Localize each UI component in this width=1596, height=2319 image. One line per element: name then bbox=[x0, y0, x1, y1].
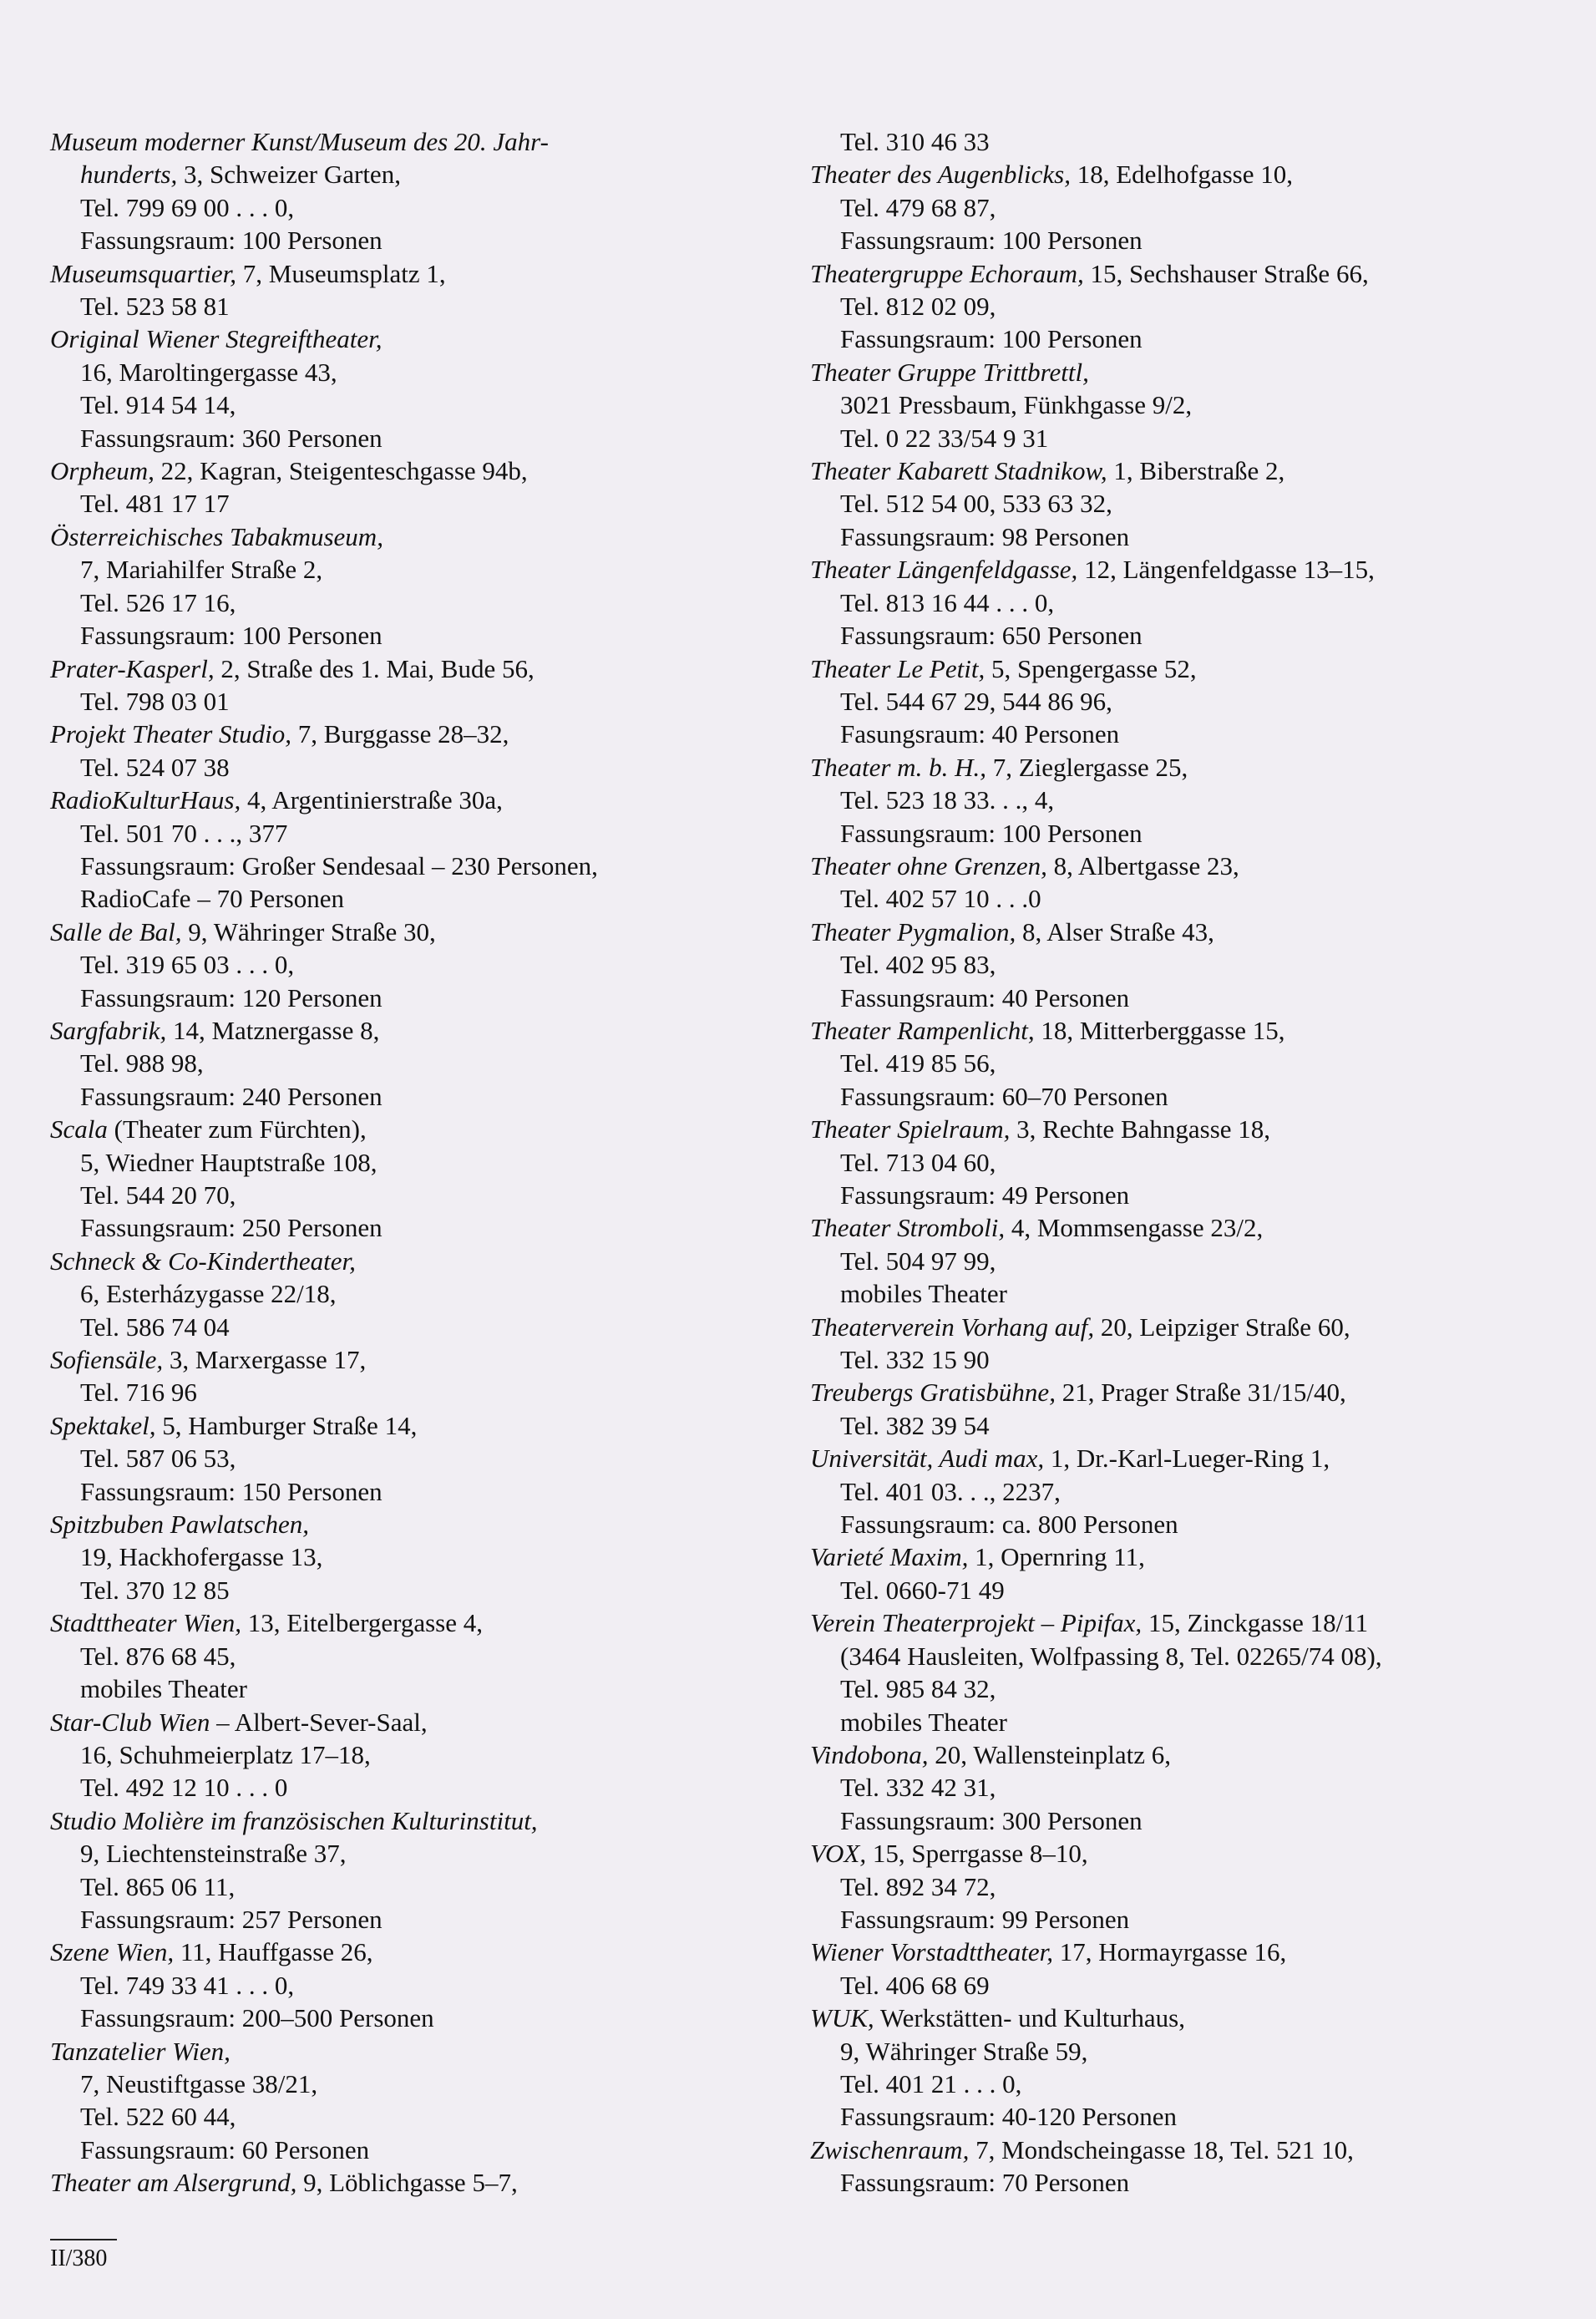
entry-name: VOX, bbox=[810, 1839, 867, 1869]
entry-title-line bbox=[50, 1014, 768, 1047]
entry-name: Spitzbuben Pawlatschen, bbox=[50, 1510, 309, 1540]
entry-detail-line bbox=[50, 388, 768, 421]
entry-text: Tel. 892 34 72, bbox=[840, 1871, 996, 1901]
entry-name: Theater m. b. H., bbox=[810, 752, 986, 782]
entry-text: 7, Neustiftgasse 38/21, bbox=[80, 2068, 318, 2098]
entry-detail-line bbox=[810, 1179, 1528, 1211]
entry-text: 11, Hauffgasse 26, bbox=[174, 1937, 373, 1967]
entry-title-line bbox=[50, 1804, 768, 1837]
entry-text: Tel. 914 54 14, bbox=[80, 390, 236, 420]
entry-text: Tel. 523 18 33. . ., 4, bbox=[840, 785, 1055, 815]
entry-text: 18, Edelhofgasse 10, bbox=[1070, 160, 1293, 190]
entry-detail-line bbox=[810, 2035, 1528, 2068]
entry-text: Tel. 402 95 83, bbox=[840, 950, 996, 980]
entry-text: Fassungsraum: 250 Personen bbox=[80, 1213, 383, 1243]
entry-detail-line bbox=[50, 2100, 768, 2133]
entry-name: Studio Molière im französischen Kulturinstitut, bbox=[50, 1805, 538, 1835]
entry-text: 3, Schweizer Garten, bbox=[177, 160, 401, 190]
entry-name: Universität, Audi max, bbox=[810, 1444, 1045, 1474]
entry-text: Tel. 523 58 81 bbox=[80, 292, 230, 322]
entry-name: Varieté Maxim, bbox=[810, 1542, 969, 1572]
entry-text: 22, Kagran, Steigenteschgasse 94b, bbox=[154, 456, 528, 486]
entry-detail-line bbox=[810, 224, 1528, 256]
entry-text: Tel. 713 04 60, bbox=[840, 1147, 996, 1177]
entry-detail-line bbox=[50, 290, 768, 322]
entry-detail-line bbox=[50, 1672, 768, 1705]
entry-title-line bbox=[810, 2002, 1528, 2034]
entry-name: Theaterverein Vorhang auf, bbox=[810, 1312, 1095, 1342]
entry-text: Tel. 985 84 32, bbox=[840, 1674, 996, 1704]
entry-text: 7, Zieglergasse 25, bbox=[985, 752, 1188, 782]
entry-title-line bbox=[810, 1442, 1528, 1474]
entry-title-line bbox=[810, 454, 1528, 487]
entry-detail-line bbox=[810, 586, 1528, 619]
entry-text: 2, Straße des 1. Mai, Bude 56, bbox=[214, 653, 535, 683]
entry-text: 4, Mommsengasse 23/2, bbox=[1005, 1213, 1264, 1243]
entry-text: Tel. 812 02 09, bbox=[840, 292, 996, 322]
entry-text: Werkstätten- und Kulturhaus, bbox=[874, 2003, 1185, 2033]
entry-text: Tel. 402 57 10 . . .0 bbox=[840, 884, 1041, 914]
entry-text: Tel. 319 65 03 . . . 0, bbox=[80, 950, 295, 980]
entry-title-line bbox=[810, 257, 1528, 290]
entry-title-line bbox=[50, 1936, 768, 1968]
entry-name: Theater Rampenlicht, bbox=[810, 1015, 1035, 1045]
entry-text: Tel. 876 68 45, bbox=[80, 1641, 236, 1671]
entry-title-line bbox=[50, 257, 768, 290]
entry-name: Theatergruppe Echoraum, bbox=[810, 258, 1084, 288]
entry-detail-line bbox=[810, 520, 1528, 553]
entry-text: Fassungsraum: 360 Personen bbox=[80, 423, 383, 453]
entry-text: Fassungsraum: 49 Personen bbox=[840, 1180, 1130, 1210]
entry-text: Tel. 481 17 17 bbox=[80, 489, 230, 519]
entry-title-line bbox=[810, 1738, 1528, 1771]
entry-name: Scala bbox=[50, 1114, 108, 1144]
entry-detail-line bbox=[50, 1442, 768, 1474]
entry-text: Tel. 501 70 . . ., 377 bbox=[80, 818, 288, 848]
entry-detail-line bbox=[810, 1903, 1528, 1936]
entry-text: 20, Wallensteinplatz 6, bbox=[928, 1739, 1172, 1769]
entry-text: 3021 Pressbaum, Fünkhgasse 9/2, bbox=[840, 390, 1193, 420]
entry-text: 7, Mondscheingasse 18, Tel. 521 10, bbox=[969, 2134, 1354, 2164]
entry-text: 9, Liechtensteinstraße 37, bbox=[80, 1839, 347, 1869]
entry-text: Fassungsraum: 100 Personen bbox=[840, 226, 1143, 256]
entry-detail-line bbox=[50, 685, 768, 718]
entry-title-line bbox=[50, 322, 768, 355]
entry-detail-line bbox=[810, 290, 1528, 322]
entry-text: Fassungsraum: 40-120 Personen bbox=[840, 2102, 1177, 2132]
entry-name: Spektakel, bbox=[50, 1410, 156, 1440]
entry-title-line bbox=[810, 1014, 1528, 1047]
entry-text: 12, Längenfeldgasse 13–15, bbox=[1077, 555, 1375, 585]
entry-title-line bbox=[810, 751, 1528, 784]
entry-detail-line bbox=[810, 1804, 1528, 1837]
entry-text: 13, Eitelbergergasse 4, bbox=[241, 1608, 484, 1638]
entry-detail-line bbox=[50, 1870, 768, 1903]
entry-detail-line bbox=[50, 1640, 768, 1672]
page-number: II/380 bbox=[50, 2245, 108, 2271]
entry-detail-line bbox=[50, 1179, 768, 1211]
entry-text: Fassungsraum: 40 Personen bbox=[840, 982, 1130, 1012]
entry-detail-line bbox=[50, 422, 768, 454]
left-column bbox=[50, 125, 768, 2200]
entry-text: 15, Sperrgasse 8–10, bbox=[866, 1839, 1088, 1869]
entry-detail-line bbox=[810, 882, 1528, 915]
entry-detail-line bbox=[50, 1311, 768, 1343]
entry-text: Fassungsraum: 100 Personen bbox=[840, 818, 1143, 848]
entry-detail-line bbox=[810, 125, 1528, 158]
entry-detail-line bbox=[810, 2166, 1528, 2199]
entry-detail-line bbox=[50, 487, 768, 520]
entry-text: 20, Leipziger Straße 60, bbox=[1094, 1312, 1350, 1342]
entry-detail-line bbox=[50, 1903, 768, 1936]
entry-title-line bbox=[50, 1343, 768, 1376]
entry-title-line bbox=[50, 784, 768, 816]
entry-text: Fassungsraum: 100 Personen bbox=[80, 621, 383, 651]
entry-detail-line bbox=[810, 948, 1528, 981]
entry-text: mobiles Theater bbox=[840, 1279, 1008, 1309]
entry-text: Tel. 382 39 54 bbox=[840, 1410, 990, 1440]
entry-text: 7, Mariahilfer Straße 2, bbox=[80, 555, 323, 585]
entry-name: Projekt Theater Studio, bbox=[50, 719, 292, 749]
entry-detail-line bbox=[810, 1409, 1528, 1442]
entry-title-line bbox=[50, 718, 768, 750]
entry-text: Tel. 310 46 33 bbox=[840, 127, 990, 156]
entry-text: Tel. 522 60 44, bbox=[80, 2102, 236, 2132]
entry-text: Tel. 716 96 bbox=[80, 1378, 197, 1408]
entry-name: Prater-Kasperl, bbox=[50, 653, 215, 683]
entry-detail-line bbox=[810, 817, 1528, 850]
entry-title-line bbox=[50, 1606, 768, 1639]
entry-text: Fassungsraum: 100 Personen bbox=[840, 324, 1143, 354]
entry-detail-line bbox=[50, 1540, 768, 1573]
entry-title-line bbox=[50, 916, 768, 948]
entry-name: Theater Gruppe Trittbrettl, bbox=[810, 357, 1089, 387]
entry-name: hunderts, bbox=[80, 160, 178, 190]
entry-name: Star-Club Wien bbox=[50, 1707, 210, 1737]
entry-detail-line bbox=[810, 1640, 1528, 1672]
entry-title-line bbox=[50, 1409, 768, 1442]
entry-text: Fassungsraum: ca. 800 Personen bbox=[840, 1510, 1178, 1540]
entry-text: Tel. 504 97 99, bbox=[840, 1246, 996, 1276]
entry-name: Tanzatelier Wien, bbox=[50, 2036, 231, 2066]
entry-detail-line bbox=[810, 1706, 1528, 1738]
entry-detail-line bbox=[810, 1245, 1528, 1277]
entry-name: Museumsquartier, bbox=[50, 258, 237, 288]
entry-text: Fassungsraum: 60 Personen bbox=[80, 2134, 370, 2164]
entry-title-line bbox=[810, 916, 1528, 948]
entry-detail-line bbox=[810, 1870, 1528, 1903]
entry-text: RadioCafe – 70 Personen bbox=[80, 884, 344, 914]
entry-text: Fassungsraum: 300 Personen bbox=[840, 1805, 1143, 1835]
entry-name: Theater Le Petit, bbox=[810, 653, 985, 683]
entry-text: 6, Esterházygasse 22/18, bbox=[80, 1279, 337, 1309]
entry-detail-line bbox=[50, 2134, 768, 2166]
entry-detail-line bbox=[810, 1672, 1528, 1705]
right-column bbox=[810, 125, 1528, 2200]
entry-detail-line bbox=[50, 948, 768, 981]
entry-text: 1, Biberstraße 2, bbox=[1107, 456, 1285, 486]
entry-name: Schneck & Co-Kindertheater, bbox=[50, 1246, 356, 1276]
entry-name: Treubergs Gratisbühne, bbox=[810, 1378, 1056, 1408]
entry-detail-line bbox=[810, 2100, 1528, 2133]
entry-text: 16, Schuhmeierplatz 17–18, bbox=[80, 1739, 371, 1769]
entry-name: Wiener Vorstadttheater, bbox=[810, 1937, 1054, 1967]
entry-detail-line bbox=[810, 1277, 1528, 1310]
entry-text: Fassungsraum: 150 Personen bbox=[80, 1476, 383, 1506]
entry-text: 16, Maroltingergasse 43, bbox=[80, 357, 337, 387]
entry-text: 15, Sechshauser Straße 66, bbox=[1083, 258, 1369, 288]
entry-detail-line bbox=[810, 322, 1528, 355]
entry-text: Tel. 544 20 70, bbox=[80, 1180, 236, 1210]
entry-detail-line bbox=[50, 1475, 768, 1508]
entry-name: Theater am Alsergrund, bbox=[50, 2168, 297, 2198]
entry-name: Theater Stromboli, bbox=[810, 1213, 1006, 1243]
entry-detail-line bbox=[810, 1146, 1528, 1179]
entry-text: Tel. 524 07 38 bbox=[80, 752, 230, 782]
entry-title-line bbox=[810, 1376, 1528, 1408]
entry-text: Tel. 419 85 56, bbox=[840, 1048, 996, 1078]
entry-detail-line bbox=[50, 586, 768, 619]
entry-detail-line bbox=[810, 1771, 1528, 1804]
entry-text: 3, Marxergasse 17, bbox=[163, 1345, 367, 1375]
entry-text: Tel. 526 17 16, bbox=[80, 587, 236, 617]
entry-text: Tel. 406 68 69 bbox=[840, 1970, 990, 2000]
entry-text: Fassungsraum: 100 Personen bbox=[80, 226, 383, 256]
entry-title-line bbox=[50, 125, 768, 158]
entry-detail-line bbox=[810, 1969, 1528, 2002]
entry-name: Orpheum, bbox=[50, 456, 155, 486]
entry-text: 1, Dr.-Karl-Lueger-Ring 1, bbox=[1044, 1444, 1330, 1474]
entry-text: 18, Mitterberggasse 15, bbox=[1034, 1015, 1285, 1045]
entry-text: Tel. 586 74 04 bbox=[80, 1312, 230, 1342]
entry-name: Österreichisches Tabakmuseum, bbox=[50, 521, 383, 551]
entry-text: Tel. 798 03 01 bbox=[80, 686, 230, 716]
entry-detail-line bbox=[50, 882, 768, 915]
entry-text: Tel. 479 68 87, bbox=[840, 192, 996, 222]
entry-title-line bbox=[50, 1113, 768, 1145]
entry-text: 5, Spengergasse 52, bbox=[985, 653, 1197, 683]
entry-detail-line bbox=[810, 388, 1528, 421]
footer-rule bbox=[50, 2239, 117, 2240]
entry-detail-line bbox=[810, 982, 1528, 1014]
entry-title-line bbox=[810, 652, 1528, 685]
entry-name: Theater Längenfeldgasse, bbox=[810, 555, 1078, 585]
entry-text: (Theater zum Fürchten), bbox=[107, 1114, 367, 1144]
entry-text: Fassungsraum: 70 Personen bbox=[840, 2168, 1130, 2198]
entry-text: Tel. 587 06 53, bbox=[80, 1444, 236, 1474]
entry-detail-line bbox=[50, 1771, 768, 1804]
entry-text: Fassungsraum: 240 Personen bbox=[80, 1081, 383, 1111]
entry-name: Theater des Augenblicks, bbox=[810, 160, 1071, 190]
entry-name: Verein Theaterprojekt – Pipifax, bbox=[810, 1608, 1143, 1638]
entry-text: Fassungsraum: 60–70 Personen bbox=[840, 1081, 1168, 1111]
entry-text: Fassungsraum: 99 Personen bbox=[840, 1904, 1130, 1934]
entry-detail-line bbox=[50, 2002, 768, 2034]
entry-text: 5, Hamburger Straße 14, bbox=[155, 1410, 418, 1440]
entry-title-line bbox=[50, 1508, 768, 1540]
entry-detail-line bbox=[50, 1080, 768, 1113]
entry-text: Tel. 865 06 11, bbox=[80, 1871, 236, 1901]
entry-name: Theater Spielraum, bbox=[810, 1114, 1011, 1144]
entry-text: Fassungsraum: 120 Personen bbox=[80, 982, 383, 1012]
entry-text: Tel. 401 21 . . . 0, bbox=[840, 2068, 1022, 2098]
entry-text: mobiles Theater bbox=[840, 1707, 1008, 1737]
entry-text: 1, Opernring 11, bbox=[968, 1542, 1145, 1572]
entry-name: Szene Wien, bbox=[50, 1937, 175, 1967]
entry-detail-line bbox=[810, 2068, 1528, 2100]
entry-detail-line bbox=[50, 619, 768, 652]
entry-detail-line bbox=[810, 685, 1528, 718]
entry-detail-line bbox=[50, 982, 768, 1014]
entry-text: Tel. 401 03. . ., 2237, bbox=[840, 1476, 1061, 1506]
entry-title-line bbox=[810, 158, 1528, 190]
entry-text: 9, Währinger Straße 59, bbox=[840, 2036, 1088, 2066]
entry-text: Tel. 370 12 85 bbox=[80, 1575, 230, 1605]
entry-text: Tel. 799 69 00 . . . 0, bbox=[80, 192, 295, 222]
entry-name: Stadttheater Wien, bbox=[50, 1608, 242, 1638]
entry-title-line bbox=[50, 158, 768, 190]
entry-detail-line bbox=[810, 1475, 1528, 1508]
entry-text: Fasungsraum: 40 Personen bbox=[840, 719, 1120, 749]
entry-text: Tel. 813 16 44 . . . 0, bbox=[840, 587, 1055, 617]
entry-name: WUK, bbox=[810, 2003, 874, 2033]
entry-title-line bbox=[50, 1245, 768, 1277]
entry-detail-line bbox=[50, 1574, 768, 1606]
entry-detail-line bbox=[50, 224, 768, 256]
entry-text: 17, Hormayrgasse 16, bbox=[1053, 1937, 1287, 1967]
entry-detail-line bbox=[50, 1146, 768, 1179]
entry-text: Tel. 544 67 29, 544 86 96, bbox=[840, 686, 1112, 716]
entry-text: Fassungsraum: 98 Personen bbox=[840, 521, 1130, 551]
entry-title-line bbox=[50, 520, 768, 553]
entry-text: Tel. 332 15 90 bbox=[840, 1345, 990, 1375]
entry-title-line bbox=[810, 1113, 1528, 1145]
entry-text: Fassungsraum: 257 Personen bbox=[80, 1904, 383, 1934]
entry-text: Tel. 332 42 31, bbox=[840, 1773, 996, 1803]
entry-name: Theater Pygmalion, bbox=[810, 916, 1016, 946]
entry-detail-line bbox=[810, 784, 1528, 816]
entry-text: Tel. 0 22 33/54 9 31 bbox=[840, 423, 1049, 453]
entry-title-line bbox=[810, 1211, 1528, 1244]
entry-text: Fassungsraum: Großer Sendesaal – 230 Personen, bbox=[80, 850, 598, 880]
entry-name: Salle de Bal, bbox=[50, 916, 182, 946]
entry-text: 9, Währinger Straße 30, bbox=[181, 916, 436, 946]
entry-name: Theater ohne Grenzen, bbox=[810, 850, 1047, 880]
entry-detail-line bbox=[810, 422, 1528, 454]
entry-title-line bbox=[810, 2134, 1528, 2166]
entry-text: Fassungsraum: 650 Personen bbox=[840, 621, 1143, 651]
entry-text: 19, Hackhofergasse 13, bbox=[80, 1542, 323, 1572]
entry-name: Theater Kabarett Stadnikow, bbox=[810, 456, 1107, 486]
entry-text: – Albert-Sever-Saal, bbox=[210, 1707, 428, 1737]
entry-detail-line bbox=[50, 1047, 768, 1079]
entry-detail-line bbox=[50, 1837, 768, 1870]
entry-detail-line bbox=[810, 1574, 1528, 1606]
entry-name: Sargfabrik, bbox=[50, 1015, 167, 1045]
entry-title-line bbox=[50, 2166, 768, 2199]
entry-text: Tel. 492 12 10 . . . 0 bbox=[80, 1773, 288, 1803]
entry-detail-line bbox=[50, 1738, 768, 1771]
entry-title-line bbox=[50, 652, 768, 685]
entry-title-line bbox=[810, 1606, 1528, 1639]
entry-text: 5, Wiedner Hauptstraße 108, bbox=[80, 1147, 377, 1177]
entry-detail-line bbox=[50, 191, 768, 224]
entry-detail-line bbox=[50, 850, 768, 882]
entry-detail-line bbox=[810, 1343, 1528, 1376]
entry-detail-line bbox=[50, 356, 768, 388]
entry-text: mobiles Theater bbox=[80, 1674, 248, 1704]
entry-text: Tel. 512 54 00, 533 63 32, bbox=[840, 489, 1112, 519]
entry-detail-line bbox=[50, 1969, 768, 2002]
entry-detail-line bbox=[50, 2068, 768, 2100]
entry-text: Fassungsraum: 200–500 Personen bbox=[80, 2003, 434, 2033]
entry-title-line bbox=[50, 2035, 768, 2068]
entry-title-line bbox=[810, 1936, 1528, 1968]
entry-text: 15, Zinckgasse 18/11 bbox=[1142, 1608, 1369, 1638]
entry-text: 7, Museumsplatz 1, bbox=[236, 258, 446, 288]
entry-title-line bbox=[810, 850, 1528, 882]
entry-text: 7, Burggasse 28–32, bbox=[291, 719, 509, 749]
entry-detail-line bbox=[810, 1508, 1528, 1540]
entry-name: Sofiensäle, bbox=[50, 1345, 164, 1375]
entry-detail-line bbox=[50, 751, 768, 784]
entry-detail-line bbox=[50, 1277, 768, 1310]
entry-text: 14, Matznergasse 8, bbox=[166, 1015, 380, 1045]
entry-detail-line bbox=[810, 1047, 1528, 1079]
entry-text: 3, Rechte Bahngasse 18, bbox=[1010, 1114, 1271, 1144]
entry-detail-line bbox=[810, 487, 1528, 520]
entry-name: Original Wiener Stegreiftheater, bbox=[50, 324, 383, 354]
entry-title-line bbox=[810, 1311, 1528, 1343]
entry-title-line bbox=[50, 1706, 768, 1738]
entry-detail-line bbox=[50, 1376, 768, 1408]
entry-detail-line bbox=[810, 619, 1528, 652]
entry-text: 21, Prager Straße 31/15/40, bbox=[1055, 1378, 1346, 1408]
entry-name: Museum moderner Kunst/Museum des 20. Jahr- bbox=[50, 127, 549, 156]
entry-detail-line bbox=[810, 718, 1528, 750]
entry-name: Zwischenraum, bbox=[810, 2134, 970, 2164]
entry-text: Tel. 749 33 41 . . . 0, bbox=[80, 1970, 295, 2000]
entry-detail-line bbox=[810, 191, 1528, 224]
entry-text: (3464 Hausleiten, Wolfpassing 8, Tel. 02265/74 08), bbox=[840, 1641, 1382, 1671]
entry-title-line bbox=[810, 356, 1528, 388]
entry-text: 8, Albertgasse 23, bbox=[1046, 850, 1239, 880]
entry-detail-line bbox=[810, 1080, 1528, 1113]
entry-text: 8, Alser Straße 43, bbox=[1016, 916, 1214, 946]
entry-title-line bbox=[810, 553, 1528, 586]
entry-text: 9, Löblichgasse 5–7, bbox=[296, 2168, 518, 2198]
entry-title-line bbox=[810, 1837, 1528, 1870]
entry-name: Vindobona, bbox=[810, 1739, 929, 1769]
entry-title-line bbox=[810, 1540, 1528, 1573]
entry-name: RadioKulturHaus, bbox=[50, 785, 241, 815]
entry-detail-line bbox=[50, 817, 768, 850]
entry-text: Tel. 0660-71 49 bbox=[840, 1575, 1005, 1605]
entry-text: 4, Argentinierstraße 30a, bbox=[241, 785, 503, 815]
entry-title-line bbox=[50, 454, 768, 487]
entry-detail-line bbox=[50, 553, 768, 586]
entry-detail-line bbox=[50, 1211, 768, 1244]
entry-text: Tel. 988 98, bbox=[80, 1048, 204, 1078]
